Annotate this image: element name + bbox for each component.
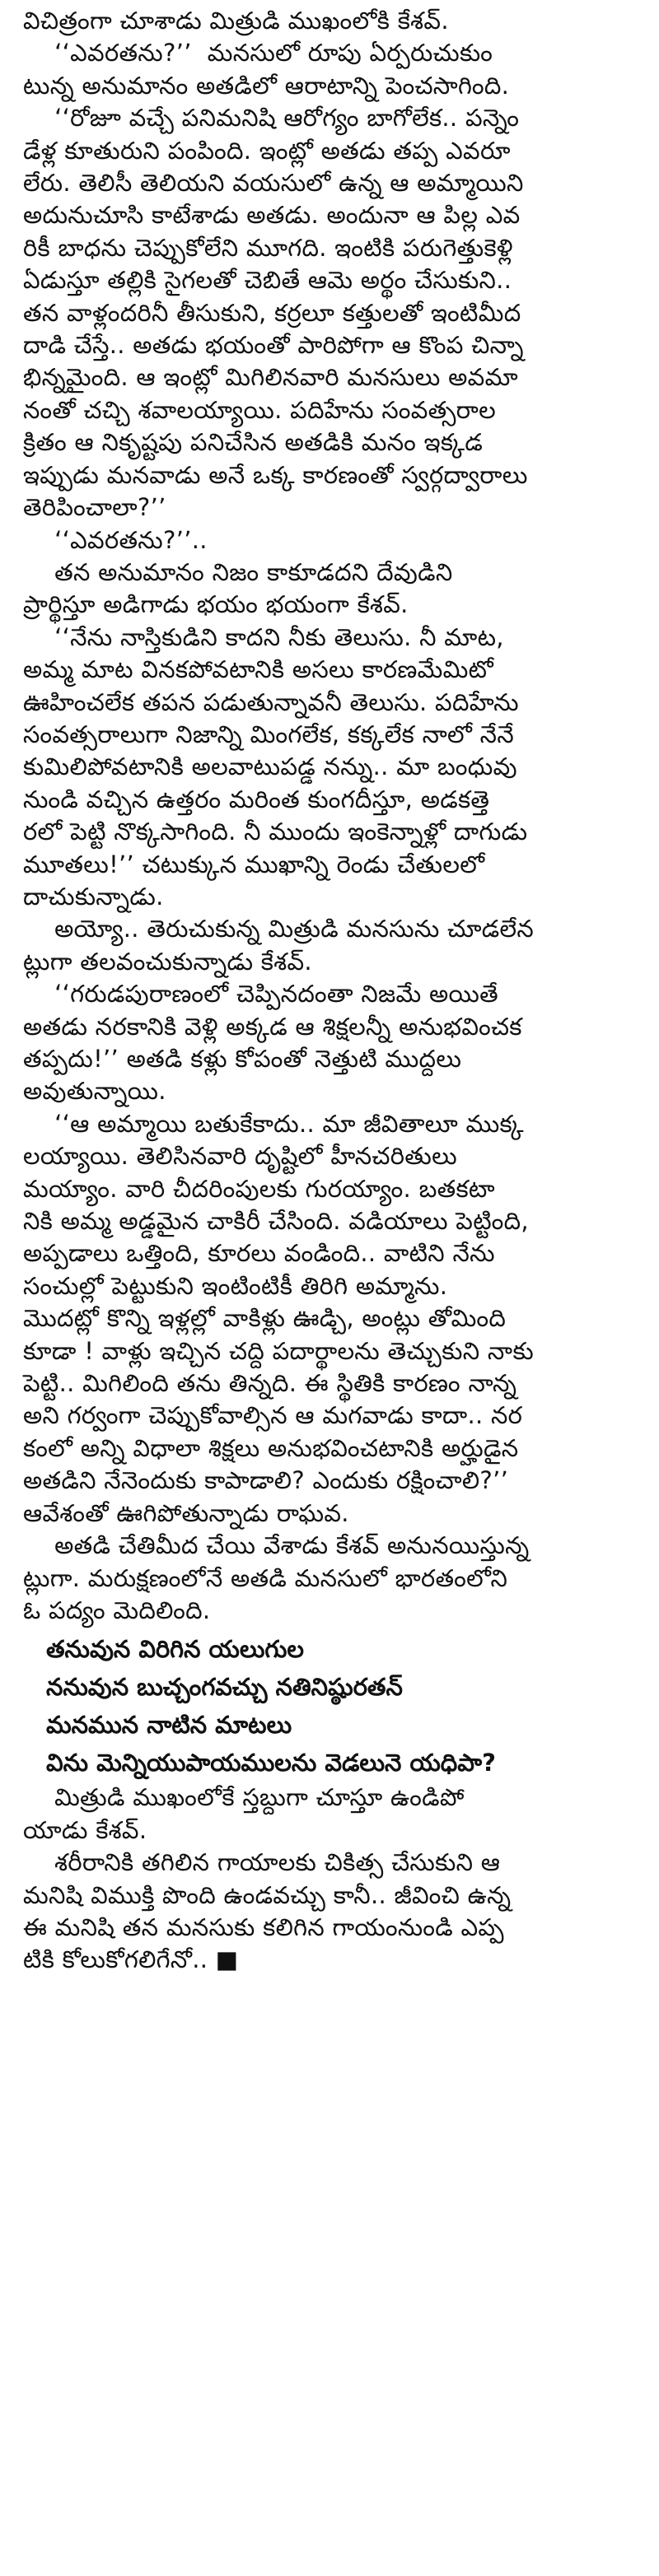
story-paragraph bbox=[23, 1108, 646, 1530]
story-paragraph bbox=[23, 1530, 646, 1627]
text-line: తన అనుమానం నిజం కాకూడదని దేవుడిని bbox=[23, 557, 453, 586]
text-line: కూడా ! వాళ్లు ఇచ్చిన చద్ది పదార్థాలను తెచ్చుకుని నాకు bbox=[23, 1336, 535, 1365]
text-line: ‘‘ఎవరతను?’’ మనసులో రూపు ఏర్పరుచుకుం bbox=[23, 39, 493, 68]
text-line: అయ్యో.. తెరుచుకున్న మిత్రుడి మనసును చూడలేన bbox=[23, 915, 535, 943]
text-line: ‘‘రోజూ వచ్చే పనిమనిషి ఆరోగ్యం బాగోలేక.. పన్నెం bbox=[23, 104, 520, 133]
text-line: క్రితం ఆ నికృష్టపు పనిచేసిన అతడికి మనం ఇక్కడ bbox=[23, 428, 484, 457]
text-line: ఆవేశంతో ఊగిపోతున్నాడు రాఘవ. bbox=[23, 1498, 349, 1527]
story-paragraph bbox=[23, 37, 646, 102]
text-line: మొదట్లో కొన్ని ఇళ్లల్లో వాకిళ్లు ఊడ్చి, అంట్లు తోమింది bbox=[23, 1304, 507, 1333]
text-line: ఏడుస్తూ తల్లికి సైగలతో చెబితే ఆమె అర్థం చేసుకుని.. bbox=[23, 266, 512, 295]
text-line: తప్పదు!’’ అతడి కళ్లు కోపంతో నెత్తుటి ముద్దలు bbox=[23, 1045, 462, 1073]
text-line: ‘‘గరుడపురాణంలో చెప్పినదంతా నిజమే అయితే bbox=[23, 980, 498, 1009]
text-line: ఓ పద్యం మెదిలింది. bbox=[23, 1595, 211, 1624]
text-line: యాడు కేశవ్. bbox=[23, 1815, 147, 1844]
poem-line: మనమున నాటిన మాటలు bbox=[46, 1711, 292, 1740]
text-line: ‘‘ఎవరతను?’’.. bbox=[23, 525, 208, 554]
text-line: ట్లుగా తలవంచుకున్నాడు కేశవ్. bbox=[23, 947, 312, 976]
text-line: టికి కోలుకోగలిగేనో.. ■ bbox=[23, 1945, 239, 1974]
text-line: తన వాళ్లందరినీ తీసుకుని, కర్రలూ కత్తులతో ఇంటిమీద bbox=[23, 298, 521, 327]
text-line: మనిషి విముక్తి పొంది ఉండవచ్చు కానీ.. జీవించి ఉన్న bbox=[23, 1880, 512, 1909]
text-line: రికీ బాధను చెప్పుకోలేని మూగది. ఇంటికి పరుగెత్తుకెళ్లి bbox=[23, 233, 513, 262]
text-line: సంచుల్లో పెట్టుకుని ఇంటింటికీ తిరిగి అమ్మాను. bbox=[23, 1271, 448, 1300]
poem-line: విను మెన్నియుపాయములను వెడలునె యధిపా? bbox=[46, 1749, 496, 1777]
text-line: తెరిపించాలా?’’ bbox=[23, 493, 166, 522]
text-line: సంవత్సరాలుగా నిజాన్ని మింగలేక, కక్కలేక నాలో నేనే bbox=[23, 720, 514, 748]
text-line: డేళ్ల కూతురుని పంపింది. ఇంట్లో అతడు తప్ప ఎవరూ bbox=[23, 136, 511, 165]
text-line: భిన్నమైంది. ఆ ఇంట్లో మిగిలినవారి మనసులు అవమా bbox=[23, 363, 518, 392]
text-line: లయ్యాయి. తెలిసినవారి దృష్టిలో హీనచరితులు bbox=[23, 1142, 457, 1171]
story-body bbox=[23, 5, 646, 1627]
story-ending bbox=[23, 1782, 646, 1976]
text-line: నంతో చచ్చి శవాలయ్యాయి. పదిహేను సంవత్సరాల bbox=[23, 395, 497, 424]
text-line: కంలో అన్ని విధాలా శిక్షలు అనుభవించటానికి అర్హుడైన bbox=[23, 1433, 519, 1462]
text-line: కుమిలిపోవటానికి అలవాటుపడ్డ నన్ను.. మా బంధువు bbox=[23, 752, 517, 781]
story-paragraph bbox=[23, 5, 646, 37]
text-line: లేరు. తెలిసీ తెలియని వయసులో ఉన్న ఆ అమ్మాయిని bbox=[23, 169, 524, 198]
text-line: అప్పడాలు ఒత్తింది, కూరలు వండింది.. వాటిని నేను bbox=[23, 1239, 495, 1268]
text-line: అవుతున్నాయి. bbox=[23, 1077, 166, 1106]
text-line: దాచుకున్నాడు. bbox=[23, 882, 164, 911]
text-line: అతడి చేతిమీద చేయి వేశాడు కేశవ్ అనునయిస్తున్న bbox=[23, 1531, 530, 1560]
text-line: పెట్టి.. మిగిలింది తను తిన్నది. ఈ స్థితికి కారణం నాన్న bbox=[23, 1369, 517, 1398]
poem-line: ననువున బుచ్చంగవచ్చు నతినిష్ఠురతన్ bbox=[46, 1673, 403, 1702]
ending-paragraph bbox=[23, 1847, 646, 1977]
poem-verse bbox=[46, 1630, 646, 1782]
text-line: శరీరానికి తగిలిన గాయాలకు చికిత్స చేసుకుని ఆ bbox=[23, 1848, 501, 1877]
text-line: అతడిని నేనెందుకు కాపాడాలి? ఎందుకు రక్షించాలి?’’ bbox=[23, 1466, 509, 1495]
text-line: విచిత్రంగా చూశాడు మిత్రుడి ముఖంలోకి కేశవ్. bbox=[23, 7, 449, 35]
text-line: మిత్రుడి ముఖంలోకే స్తబ్దుగా చూస్తూ ఉండిపో bbox=[23, 1783, 465, 1812]
text-line: నికి అమ్మ అడ్డమైన చాకిరీ చేసింది. వడియాలు పెట్టింది, bbox=[23, 1207, 529, 1236]
text-line: అని గర్వంగా చెప్పుకోవాల్సిన ఆ మగవాడు కాదా.. నర bbox=[23, 1401, 523, 1430]
story-paragraph bbox=[23, 622, 646, 914]
poem-line: తనువున విరిగిన యలుగుల bbox=[46, 1635, 304, 1664]
text-line: నుండి వచ్చిన ఉత్తరం మరింత కుంగదీస్తూ, అడకత్తె bbox=[23, 785, 490, 813]
text-line: ఇప్పుడు మనవాడు అనే ఒక్క కారణంతో స్వర్గద్వారాలు bbox=[23, 460, 528, 489]
text-line: ఈ మనిషి తన మనసుకు కలిగిన గాయంనుండి ఎప్ప bbox=[23, 1912, 504, 1941]
text-line: మూతలు!’’ చటుక్కున ముఖాన్ని రెండు చేతులలో bbox=[23, 850, 485, 878]
text-line: దాడి చేస్తే.. అతడు భయంతో పారిపోగా ఆ కొంప చిన్నా bbox=[23, 331, 524, 360]
text-line: రలో పెట్టి నొక్కసాగింది. నీ ముందు ఇంకెన్నాళ్లో దాగుడు bbox=[23, 818, 528, 846]
text-line: ‘‘ఆ అమ్మాయి బతుకేకాదు.. మా జీవితాలూ ముక్క bbox=[23, 1109, 524, 1138]
story-paragraph bbox=[23, 557, 646, 622]
ending-paragraph bbox=[23, 1782, 646, 1847]
text-line: ప్రార్థిస్తూ అడిగాడు భయం భయంగా కేశవ్. bbox=[23, 590, 409, 619]
text-line: మయ్యాం. వారి చీదరింపులకు గురయ్యాం. బతకటా bbox=[23, 1174, 495, 1203]
story-paragraph bbox=[23, 913, 646, 978]
text-line: అదునుచూసి కాటేశాడు అతడు. అందునా ఆ పిల్ల ఎవ bbox=[23, 201, 521, 230]
text-line: ‘‘నేను నాస్తికుడిని కాదని నీకు తెలుసు. నీ మాట, bbox=[23, 622, 504, 651]
text-line: ట్లుగా. మరుక్షణంలోనే అతడి మనసులో భారతంలోని bbox=[23, 1563, 508, 1592]
story-paragraph bbox=[23, 102, 646, 524]
story-paragraph bbox=[23, 524, 646, 557]
story-paragraph bbox=[23, 978, 646, 1108]
text-line: టున్న అనుమానం అతడిలో ఆరాటాన్ని పెంచసాగింది. bbox=[23, 71, 510, 100]
text-line: ఊహించలేక తపన పడుతున్నావనీ తెలుసు. పదిహేను bbox=[23, 687, 519, 716]
text-line: అతడు నరకానికి వెళ్లి అక్కడ ఆ శిక్షలన్నీ అనుభవించక bbox=[23, 1012, 522, 1041]
text-line: అమ్మ మాట వినకపోవటానికి అసలు కారణమేమిటో bbox=[23, 655, 494, 684]
